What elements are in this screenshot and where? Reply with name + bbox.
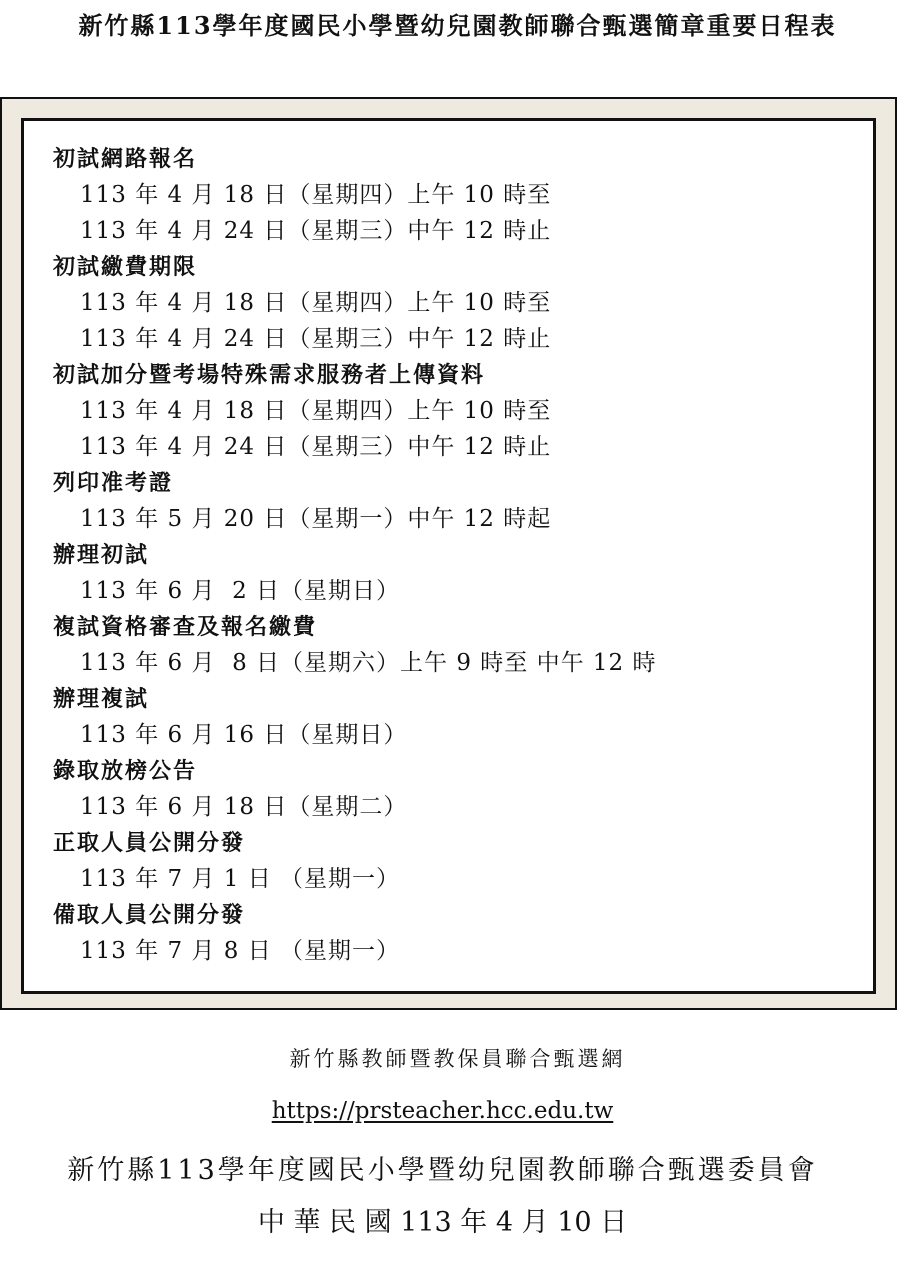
schedule-item-heading: 初試繳費期限 [53,254,198,280]
schedule-item-date: 113 年 4 月 24 日（星期三）中午 12 時止 [80,434,552,460]
schedule-item-heading: 辦理複試 [53,686,150,712]
schedule-item-date: 113 年 4 月 18 日（星期四）上午 10 時至 [80,398,552,424]
schedule-item-date: 113 年 7 月 8 日 （星期一） [80,938,401,964]
schedule-item-date: 113 年 7 月 1 日 （星期一） [80,866,401,892]
footer-url-link[interactable]: https://prsteacher.hcc.edu.tw [271,1098,614,1124]
schedule-item-heading: 正取人員公開分發 [53,830,246,856]
schedule-item-heading: 複試資格審查及報名繳費 [53,614,318,640]
schedule-item-date: 113 年 4 月 24 日（星期三）中午 12 時止 [80,218,552,244]
schedule-list [53,141,853,969]
schedule-item-date: 113 年 6 月 16 日（星期日） [80,722,408,748]
schedule-item-date: 113 年 4 月 18 日（星期四）上午 10 時至 [80,182,552,208]
schedule-item-heading: 備取人員公開分發 [53,902,246,928]
schedule-item-heading: 初試加分暨考場特殊需求服務者上傳資料 [53,362,486,388]
document-title: 新竹縣113學年度國民小學暨幼兒園教師聯合甄選簡章重要日程表 [78,11,837,40]
schedule-item-date: 113 年 6 月 8 日（星期六）上午 9 時至 中午 12 時 [80,650,657,676]
schedule-item-heading: 列印准考證 [53,470,174,496]
schedule-item-date: 113 年 6 月 2 日（星期日） [80,578,401,604]
schedule-item-date: 113 年 6 月 18 日（星期二） [80,794,408,820]
footer-date: 中 華 民 國 113 年 4 月 10 日 [257,1207,628,1238]
schedule-item-heading: 辦理初試 [53,542,150,568]
footer-committee: 新竹縣113學年度國民小學暨幼兒園教師聯合甄選委員會 [67,1155,818,1186]
schedule-item-date: 113 年 5 月 20 日（星期一）中午 12 時起 [80,506,552,532]
footer-site-name: 新竹縣教師暨教保員聯合甄選網 [289,1047,626,1071]
schedule-item-heading: 初試網路報名 [53,146,198,172]
schedule-item-heading: 錄取放榜公告 [53,758,198,784]
schedule-item-date: 113 年 4 月 18 日（星期四）上午 10 時至 [80,290,552,316]
schedule-item-date: 113 年 4 月 24 日（星期三）中午 12 時止 [80,326,552,352]
footer-url-line [0,1098,885,1124]
